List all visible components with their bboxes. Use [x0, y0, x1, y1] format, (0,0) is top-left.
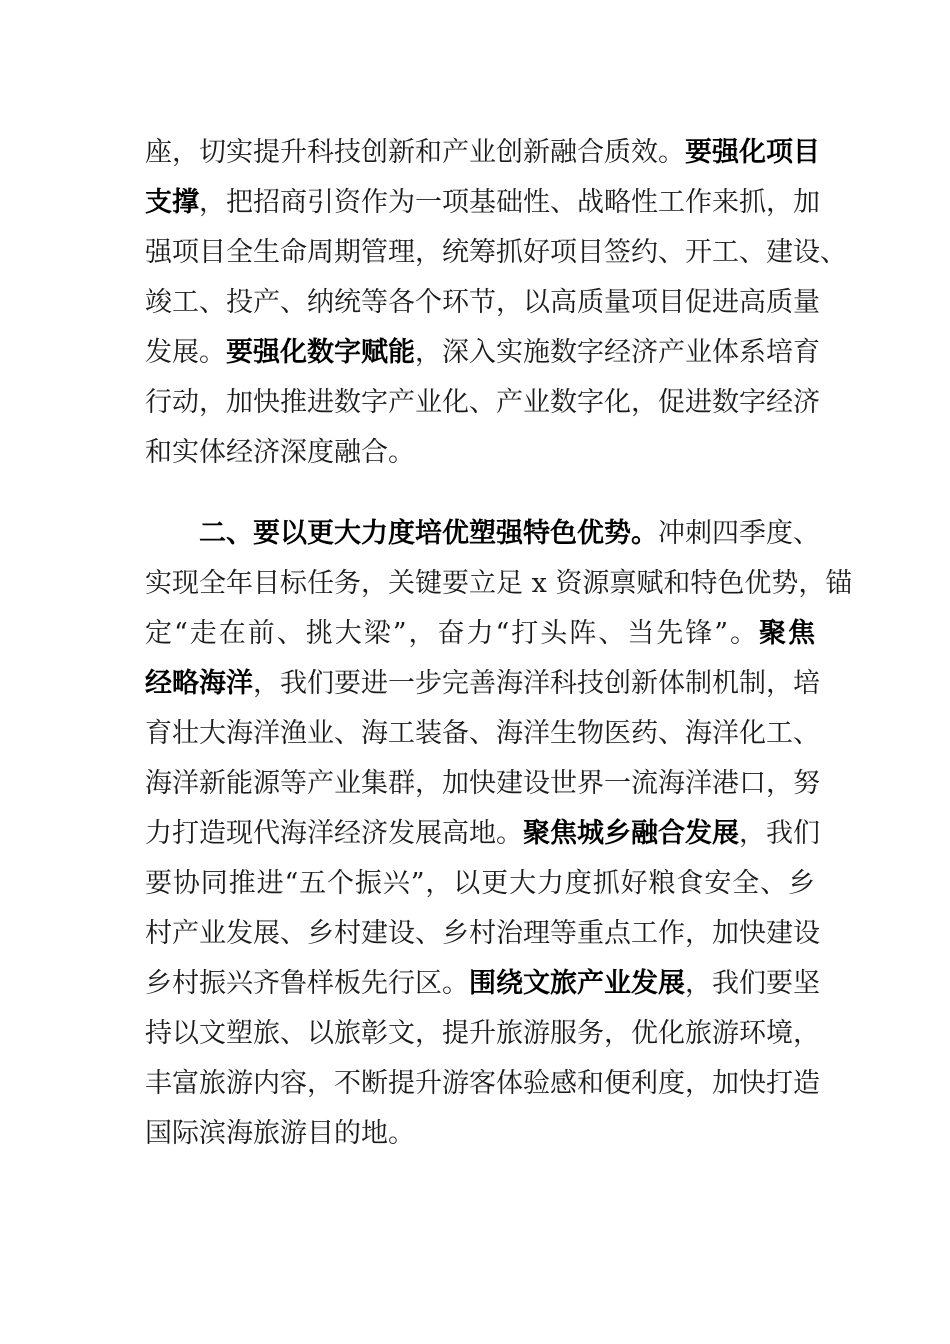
text-line [145, 609, 815, 659]
bold-text-run: 要强化项目 [685, 137, 820, 168]
text-run: 发展。 [145, 337, 226, 368]
text-run: ，我们要坚 [685, 968, 820, 999]
text-run: 实现全年目标任务，关键要立足 x 资源禀赋和特色优势，锚 [145, 568, 853, 599]
text-run: 冲刺四季度、 [658, 518, 820, 549]
text-line [145, 328, 820, 378]
bold-text-run: 支撑 [145, 187, 199, 218]
paragraph-1 [145, 128, 847, 478]
text-line [145, 759, 820, 809]
text-run: 和实体经济深度融合。 [145, 437, 415, 468]
text-line [145, 1109, 815, 1159]
text-run: ，把招商引资作为一项基础性、战略性工作来抓，加 [199, 187, 820, 218]
text-run: 育壮大海洋渔业、海工装备、海洋生物医药、海洋化工、 [145, 718, 820, 749]
bold-text-run: 围绕文旅产业发展 [469, 968, 685, 999]
text-line [145, 128, 820, 178]
bold-text-run: 聚焦 [759, 618, 816, 649]
text-line [145, 959, 820, 1009]
text-line [145, 428, 815, 478]
text-run: 海洋新能源等产业集群，加快建设世界一流海洋港口，努 [145, 768, 820, 799]
text-run: ，我们 [739, 818, 820, 849]
bold-text-run: 二、要以更大力度培优塑强特色优势。 [199, 518, 658, 549]
text-line [145, 659, 820, 709]
text-line [145, 378, 820, 428]
text-run: 要协同推进“五个振兴”，以更大力度抓好粮食安全、乡 [145, 868, 815, 899]
text-run: 力打造现代海洋经济发展高地。 [145, 818, 523, 849]
text-run: ，我们要进一步完善海洋科技创新体制机制，培 [253, 668, 820, 699]
text-line [145, 1059, 820, 1109]
text-line [145, 559, 853, 609]
text-run: 竣工、投产、纳统等各个环节，以高质量项目促进高质量 [145, 287, 820, 318]
text-run: 持以文塑旅、以旅彰文，提升旅游服务，优化旅游环境， [145, 1018, 820, 1049]
text-run: ，深入实施数字经济产业体系培育 [415, 337, 820, 368]
text-run: 定“走在前、挑大梁”，奋力“打头阵、当先锋”。 [145, 618, 760, 649]
text-run: 乡村振兴齐鲁样板先行区。 [145, 968, 469, 999]
bold-text-run: 要强化数字赋能 [226, 337, 415, 368]
text-line [145, 178, 820, 228]
text-line [145, 809, 820, 859]
text-line [145, 1009, 820, 1059]
text-line [145, 228, 847, 278]
text-line [145, 709, 820, 759]
text-line [145, 859, 815, 909]
text-line [145, 509, 820, 559]
text-run: 座，切实提升科技创新和产业创新融合质效。 [145, 137, 685, 168]
text-run: 丰富旅游内容，不断提升游客体验感和便利度，加快打造 [145, 1068, 820, 1099]
bold-text-run: 经略海洋 [145, 668, 253, 699]
text-run: 行动，加快推进数字产业化、产业数字化，促进数字经济 [145, 387, 820, 418]
text-line [145, 278, 820, 328]
paragraph-2 [145, 509, 853, 1159]
text-line [145, 909, 820, 959]
text-run: 强项目全生命周期管理，统筹抓好项目签约、开工、建设、 [145, 237, 847, 268]
bold-text-run: 聚焦城乡融合发展 [523, 818, 739, 849]
text-run: 国际滨海旅游目的地。 [145, 1118, 415, 1149]
text-run: 村产业发展、乡村建设、乡村治理等重点工作，加快建设 [145, 918, 820, 949]
